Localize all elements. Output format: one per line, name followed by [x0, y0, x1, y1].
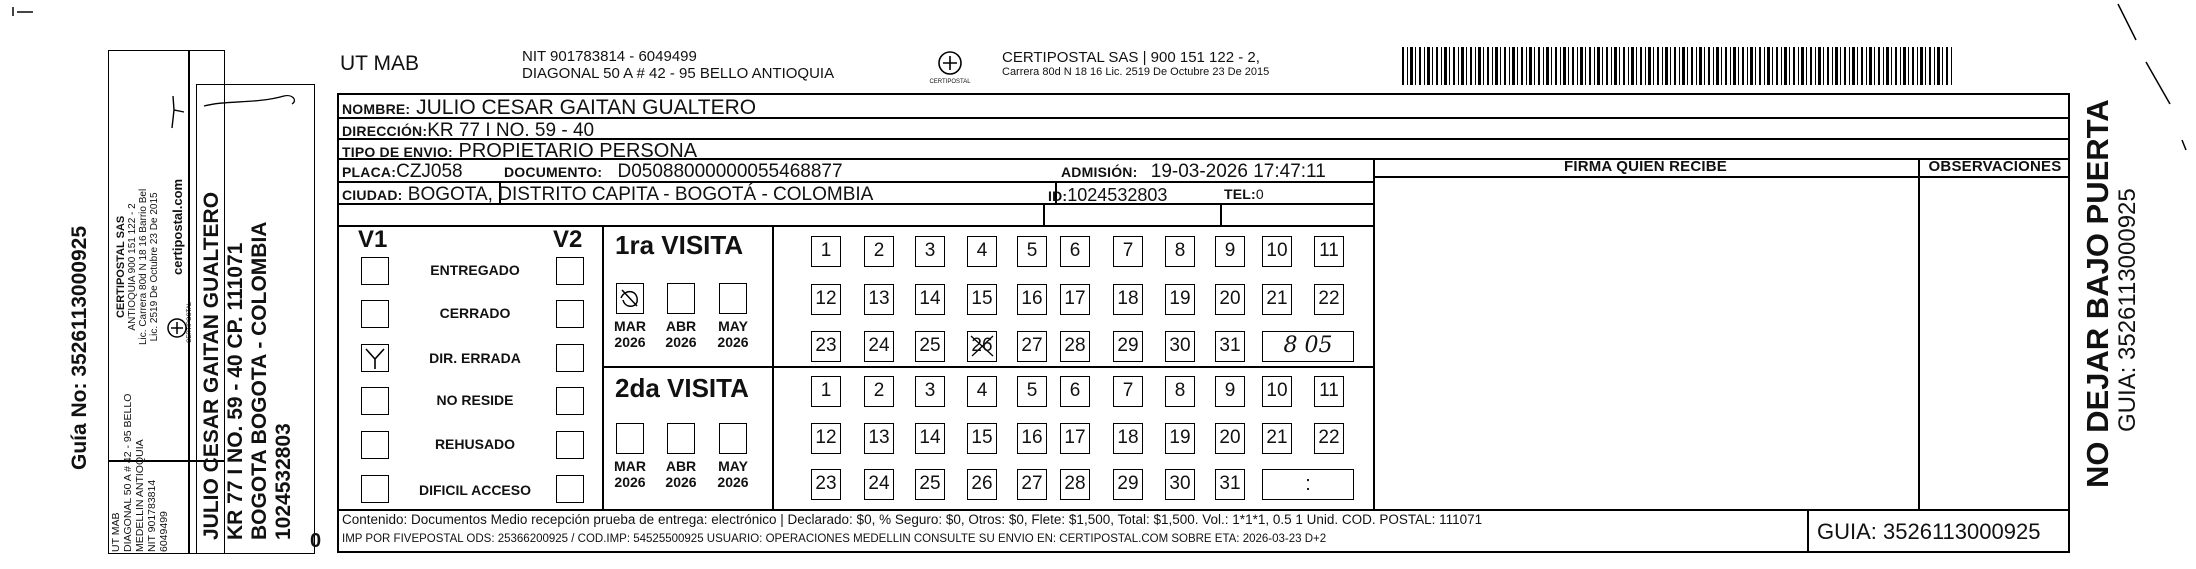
visita2-day-10[interactable]: 10 [1262, 376, 1292, 407]
visita2-day-11[interactable]: 11 [1314, 376, 1344, 407]
visita1-day-12[interactable]: 12 [811, 284, 841, 315]
visita2-day-4[interactable]: 4 [967, 376, 997, 407]
v1-checkbox-dir-errada[interactable] [361, 344, 389, 372]
visita2-day-26[interactable]: 26 [967, 469, 997, 500]
visita2-month-mar[interactable] [616, 423, 644, 454]
imp-line: IMP POR FIVEPOSTAL ODS: 25366200925 / COD.IMP: 54525500925 USUARIO: OPERACIONES MEDELLIN CONSULTE SU ENVIO EN: CERTIPOSTAL.COM SOBRE ETA: 2026-03-23 D+2 [342, 533, 1327, 545]
v2-checkbox-rehusado[interactable] [556, 431, 584, 459]
visita2-day-6[interactable]: 6 [1060, 376, 1090, 407]
observaciones-header: OBSERVACIONES [1928, 158, 2062, 175]
v1-checkbox-cerrado[interactable] [361, 300, 389, 328]
visita1-day-8[interactable]: 8 [1165, 236, 1195, 267]
field-tel: TEL:0 [1224, 186, 1264, 202]
barcode [1402, 47, 1954, 85]
v1-checkbox-dificil-acceso[interactable] [361, 475, 389, 503]
certipostal-seal-icon [166, 301, 196, 345]
visita1-day-11[interactable]: 11 [1314, 236, 1344, 267]
v1-checkbox-entregado[interactable] [361, 257, 389, 285]
svg-text:CERTIPOSTAL: CERTIPOSTAL [187, 301, 193, 343]
field-ciudad: CIUDAD: BOGOTA, DISTRITO CAPITA - BOGOTÁ - COLOMBIA [342, 184, 874, 205]
visita1-month-label: MAR 2026 [614, 318, 646, 350]
field-placa: PLACA:CZJ058 [342, 161, 463, 182]
visita1-day-16[interactable]: 16 [1017, 284, 1047, 315]
field-admision: ADMISIÓN: 19-03-2026 17:47:11 [1061, 161, 1326, 182]
visita2-day-18[interactable]: 18 [1113, 423, 1143, 454]
visita2-day-24[interactable]: 24 [864, 469, 894, 500]
visita2-time-field[interactable]: : [1262, 469, 1354, 500]
v1-label: V1 [358, 226, 388, 253]
field-direccion: DIRECCIÓN:KR 77 I NO. 59 - 40 [342, 120, 595, 141]
firma-header: FIRMA QUIEN RECIBE [1563, 158, 1728, 175]
visita2-day-13[interactable]: 13 [864, 423, 894, 454]
visita1-month-label: MAY 2026 [717, 318, 749, 350]
v2-checkbox-dificil-acceso[interactable] [556, 475, 584, 503]
visita2-month-label: MAR 2026 [614, 458, 646, 490]
visita2-day-7[interactable]: 7 [1113, 376, 1143, 407]
guia-no-vertical: Guía No: 3526113000925 [68, 225, 91, 470]
visita1-day-10[interactable]: 10 [1262, 236, 1292, 267]
option-entregado: ENTREGADO [430, 262, 520, 278]
v2-checkbox-cerrado[interactable] [556, 300, 584, 328]
visita2-day-20[interactable]: 20 [1215, 423, 1245, 454]
visita1-day-6[interactable]: 6 [1060, 236, 1090, 267]
field-id: ID:1024532803 [1048, 185, 1168, 205]
visita1-day-31[interactable]: 31 [1215, 331, 1245, 362]
guia-box: GUIA: 3526113000925 [1817, 519, 2041, 544]
visita1-month-abr[interactable] [667, 283, 695, 314]
v1-checkbox-no-reside[interactable] [361, 387, 389, 415]
visita1-day-9[interactable]: 9 [1215, 236, 1245, 267]
visita2-day-23[interactable]: 23 [811, 469, 841, 500]
visita2-day-2[interactable]: 2 [864, 376, 894, 407]
visita1-day-3[interactable]: 3 [915, 236, 945, 267]
contenido-line: Contenido: Documentos Medio recepción prueba de entrega: electrónico | Declarado: $0, % Seguro: $0, Otros: $0, Flete: $1,500, Total: $1,500. Vol.: 1*1*1, 0.5 1 Unid. COD. POSTAL: 111071 [342, 512, 1483, 527]
visita2-day-25[interactable]: 25 [915, 469, 945, 500]
visita1-day-20[interactable]: 20 [1215, 284, 1245, 315]
visita1-day-30[interactable]: 30 [1165, 331, 1195, 362]
cut-marks [2110, 0, 2196, 170]
visita2-day-14[interactable]: 14 [915, 423, 945, 454]
visita1-day-25[interactable]: 25 [915, 331, 945, 362]
visita1-day-5[interactable]: 5 [1017, 236, 1047, 267]
visita2-day-30[interactable]: 30 [1165, 469, 1195, 500]
v1-checkbox-rehusado[interactable] [361, 431, 389, 459]
field-tipo-envio: TIPO DE ENVIO: PROPIETARIO PERSONA [342, 140, 698, 162]
visita2-day-15[interactable]: 15 [967, 423, 997, 454]
sender-header: UT MAB [340, 52, 419, 75]
v2-checkbox-entregado[interactable] [556, 257, 584, 285]
visita1-day-19[interactable]: 19 [1165, 284, 1195, 315]
option-no-reside: NO RESIDE [436, 392, 514, 408]
visita1-day-7[interactable]: 7 [1113, 236, 1143, 267]
visita1-day-27[interactable]: 27 [1017, 331, 1047, 362]
visita2-day-16[interactable]: 16 [1017, 423, 1047, 454]
visita2-day-22[interactable]: 22 [1314, 423, 1344, 454]
visita2-month-label: ABR 2026 [665, 458, 697, 490]
visita1-day-14[interactable]: 14 [915, 284, 945, 315]
option-dir-errada: DIR. ERRADA [429, 350, 521, 366]
visita2-day-9[interactable]: 9 [1215, 376, 1245, 407]
certipostal-web: certipostal.com [170, 178, 185, 275]
visita1-day-22[interactable]: 22 [1314, 284, 1344, 315]
option-dificil-acceso: DIFICIL ACCESO [418, 482, 531, 498]
visita1-day-4[interactable]: 4 [967, 236, 997, 267]
visita1-day-28[interactable]: 28 [1060, 331, 1090, 362]
visita2-month-label: MAY 2026 [717, 458, 749, 490]
visita1-time-written[interactable]: 8 05 [1262, 331, 1354, 362]
carrier-header: CERTIPOSTAL SAS | 900 151 122 - 2, Carrera 80d N 18 16 Lic. 2519 De Octubre 23 De 2015 [1002, 49, 1270, 78]
corner-mark [17, 11, 33, 13]
field-nombre: NOMBRE: JULIO CESAR GAITAN GUALTERO [342, 96, 757, 119]
sender-nit-address: NIT 901783814 - 6049499 DIAGONAL 50 A # 42 - 95 BELLO ANTIOQUIA [522, 48, 835, 82]
visita2-day-5[interactable]: 5 [1017, 376, 1047, 407]
visita1-day-18[interactable]: 18 [1113, 284, 1143, 315]
visita1-day-26[interactable]: 26 [967, 331, 997, 362]
corner-mark [12, 7, 14, 16]
carrier-block: CERTIPOSTAL SAS ANTIOQUIA 900 151 122 - 2 Lic. Carrera 80d N 18 16 Barrio Bel Lic. 2519 De Octubre 23 De 2015 [115, 188, 160, 345]
visita2-day-19[interactable]: 19 [1165, 423, 1195, 454]
visita1-day-21[interactable]: 21 [1262, 284, 1292, 315]
visita1-month-may[interactable] [719, 283, 747, 314]
visita2-day-1[interactable]: 1 [811, 376, 841, 407]
visita2-day-31[interactable]: 31 [1215, 469, 1245, 500]
visita2-month-abr[interactable] [667, 423, 695, 454]
v2-checkbox-dir-errada[interactable] [556, 344, 584, 372]
visita1-day-1[interactable]: 1 [811, 236, 841, 267]
recipient-stub-text: JULIO CESAR GAITAN GUALTERO KR 77 I NO. 59 - 40 CP. 111071 BOGOTA BOGOTA - COLOMBIA 1024532803 [200, 191, 295, 540]
visita1-day-17[interactable]: 17 [1060, 284, 1090, 315]
visita2-day-27[interactable]: 27 [1017, 469, 1047, 500]
visita1-day-2[interactable]: 2 [864, 236, 894, 267]
no-dejar-bajo-puerta: NO DEJAR BAJO PUERTA [2080, 99, 2115, 488]
v2-checkbox-no-reside[interactable] [556, 387, 584, 415]
stub-digit: 0 [310, 530, 322, 552]
visita2-day-29[interactable]: 29 [1113, 469, 1143, 500]
visita1-day-23[interactable]: 23 [811, 331, 841, 362]
visita2-day-17[interactable]: 17 [1060, 423, 1090, 454]
visita2-day-21[interactable]: 21 [1262, 423, 1292, 454]
visita1-title: 1ra VISITA [615, 230, 744, 260]
option-cerrado: CERRADO [439, 305, 511, 321]
visita1-day-13[interactable]: 13 [864, 284, 894, 315]
visita2-month-may[interactable] [719, 423, 747, 454]
visita2-day-28[interactable]: 28 [1060, 469, 1090, 500]
visita1-day-29[interactable]: 29 [1113, 331, 1143, 362]
visita2-day-12[interactable]: 12 [811, 423, 841, 454]
certipostal-logo-icon: CERTIPOSTAL [925, 48, 975, 88]
option-rehusado: REHUSADO [434, 436, 516, 452]
visita2-day-8[interactable]: 8 [1165, 376, 1195, 407]
signature-scribble [168, 90, 186, 130]
visita2-day-3[interactable]: 3 [915, 376, 945, 407]
visita2-title: 2da VISITA [615, 373, 749, 403]
visita1-day-24[interactable]: 24 [864, 331, 894, 362]
guia-right-vertical: GUIA: 3526113000925 [2114, 188, 2141, 432]
visita1-month-label: ABR 2026 [665, 318, 697, 350]
signature-scribble-top [196, 84, 315, 104]
field-documento: DOCUMENTO: D05088000000055468877 [504, 161, 843, 182]
visita1-month-mar[interactable] [616, 283, 644, 314]
sender-block: UT MAB DIAGONAL 50 A # 42 - 95 BELLO MEDELLIN ANTIOQUIA NIT 901783814 6049499 [110, 393, 170, 552]
visita1-day-15[interactable]: 15 [967, 284, 997, 315]
v2-label: V2 [553, 226, 583, 253]
